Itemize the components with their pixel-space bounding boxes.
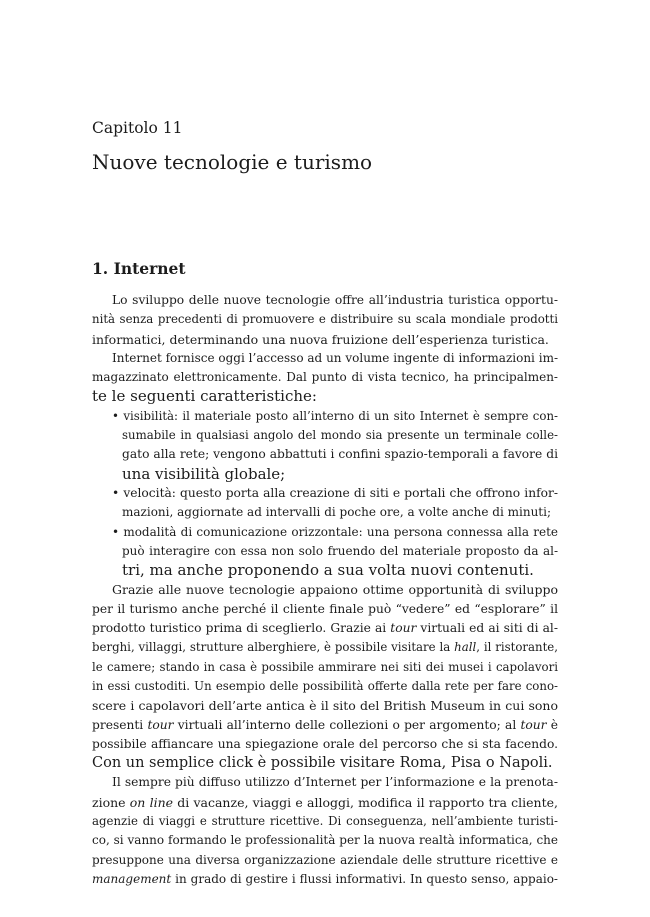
- text-line: possibile affiancare una spiegazione orale del percorso che si sta facendo.: [92, 736, 558, 751]
- text-line: co, si vanno formando le professionalità per la nuova realtà informatica, che: [92, 833, 558, 848]
- text-line: in essi custoditi. Un esempio delle possibilità offerte dalla rete per fare cono-: [92, 678, 558, 693]
- text-line: Il sempre più diffuso utilizzo d’Internet per l’informazione e la prenota-: [112, 775, 558, 790]
- text-line: magazzinato elettronicamente. Dal punto di vista tecnico, ha principalmen-: [92, 370, 558, 385]
- italic-term: tour: [520, 717, 547, 732]
- text-line: Lo sviluppo delle nuove tecnologie offre all’industria turistica opportu-: [112, 293, 558, 307]
- text-line: prodotto turistico prima di sceglierlo. Grazie ai tour virtuali ed ai siti di al-: [92, 621, 558, 636]
- text-line: le camere; stando in casa è possibile ammirare nei siti dei musei i capolavori: [92, 659, 558, 674]
- text-line: berghi, villaggi, strutture alberghiere, è possibile visitare la hall, il ristorante,: [92, 640, 558, 655]
- text-line: agenzie di viaggi e strutture ricettive. Di conseguenza, nell’ambiente turisti-: [92, 814, 558, 829]
- bullet-line: può interagire con essa non solo fruendo del materiale proposto da al-: [122, 543, 558, 558]
- body-text: [92, 291, 558, 889]
- italic-term: management: [92, 871, 172, 886]
- bullet-line: sumabile in qualsiasi angolo del mondo sia presente un terminale colle-: [122, 428, 558, 443]
- bullet-line: • visibilità: il materiale posto all’interno di un sito Internet è sempre con-: [112, 408, 558, 423]
- text-line: per il turismo anche perché il cliente finale può “vedere” ed “esplorare” il: [92, 601, 558, 616]
- text-line: Grazie alle nuove tecnologie appaiono ottime opportunità di sviluppo: [112, 582, 558, 598]
- section-heading: 1. Internet: [92, 259, 186, 278]
- text-line: scere i capolavori dell’arte antica è il sito del British Museum in cui sono: [92, 698, 558, 714]
- text-line: nità senza precedenti di promuovere e distribuire su scala mondiale prodotti: [92, 312, 558, 327]
- chapter-label: Capitolo 11: [92, 119, 183, 137]
- text-line: zione on line di vacanze, viaggi e alloggi, modifica il rapporto tra cliente,: [92, 794, 558, 810]
- bullet-line: mazioni, aggiornate ad intervalli di poche ore, a volte anche di minuti;: [122, 505, 551, 520]
- bullet-line: tri, ma anche proponendo a sua volta nuovi contenuti.: [122, 561, 534, 580]
- text-line: te le seguenti caratteristiche:: [92, 387, 317, 406]
- chapter-title: Nuove tecnologie e turismo: [92, 150, 373, 174]
- text-line: presuppone una diversa organizzazione aziendale delle strutture ricettive e: [92, 852, 558, 867]
- text-line: Internet fornisce oggi l’accesso ad un volume ingente di informazioni im-: [112, 350, 558, 365]
- bullet-line: gato alla rete; vengono abbattuti i confini spazio-temporali a favore di: [122, 447, 558, 462]
- italic-term: tour: [390, 621, 417, 636]
- italic-term: tour: [147, 717, 174, 732]
- text-line: informatici, determinando una nuova fruizione dell’esperienza turistica.: [92, 331, 549, 347]
- text-line: Con un semplice click è possibile visitare Roma, Pisa o Napoli.: [92, 755, 553, 772]
- italic-term: hall: [454, 640, 477, 655]
- text-line: presenti tour virtuali all’interno delle collezioni o per argomento; al tour è: [92, 717, 558, 732]
- bullet-line: • velocità: questo porta alla creazione di siti e portali che offrono infor-: [112, 485, 558, 500]
- text-line: management in grado di gestire i flussi informativi. In questo senso, appaio-: [92, 871, 558, 886]
- italic-term: on line: [129, 794, 174, 810]
- bullet-line: • modalità di comunicazione orizzontale: una persona connessa alla rete: [112, 524, 558, 539]
- bullet-line: una visibilità globale;: [122, 464, 286, 483]
